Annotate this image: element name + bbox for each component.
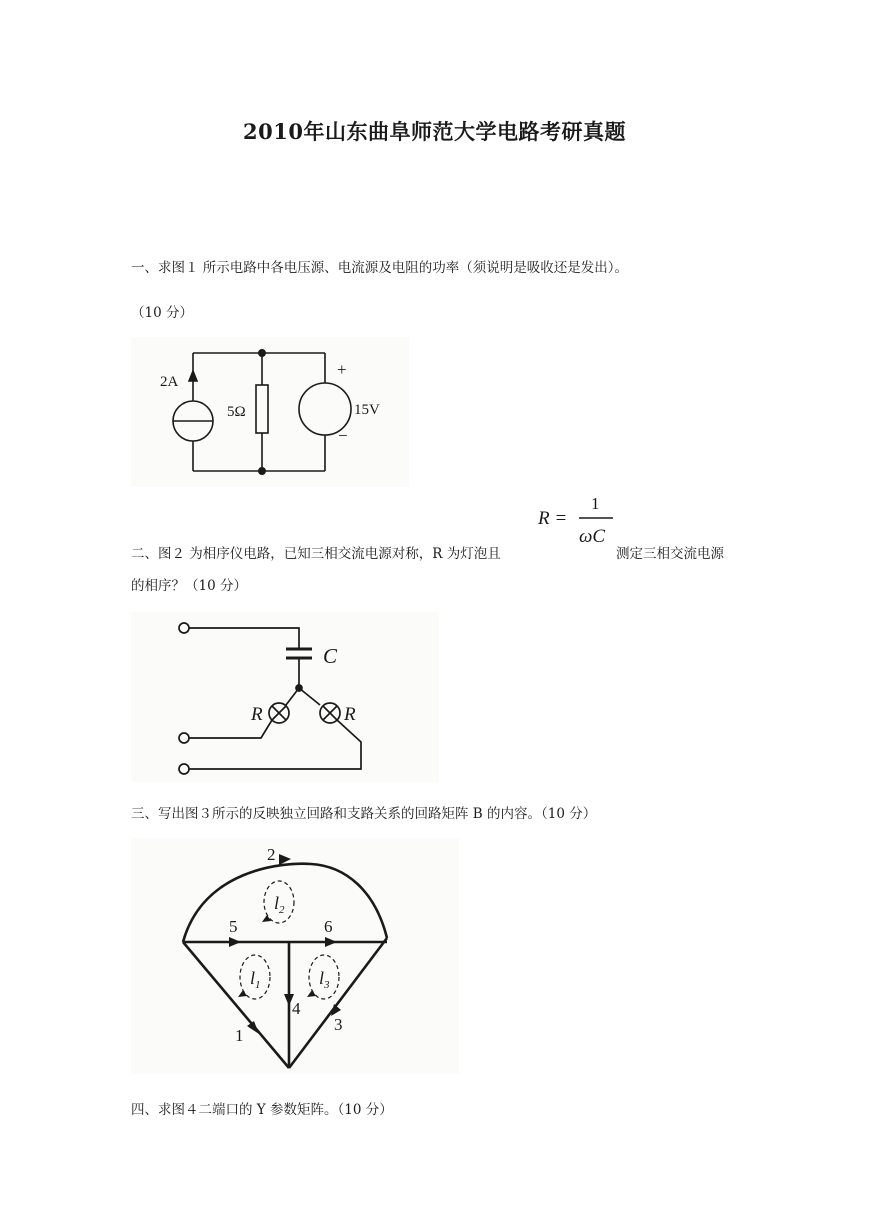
formula-lhs: R = — [538, 508, 568, 529]
branch-4-label: 4 — [292, 999, 301, 1018]
loop-3-arrow-icon — [307, 990, 316, 997]
figure-3-graph — [131, 838, 459, 1074]
branch-3-line — [289, 938, 387, 1068]
branch-1-arrow-icon — [247, 1021, 259, 1034]
question-2-line2: 的相序？（10 分） — [131, 578, 247, 594]
question-4-text: 四、求图４二端口的 Y 参数矩阵。（10 分） — [131, 1102, 393, 1118]
question-3-text: 三、写出图３所示的反映独立回路和支路关系的回路矩阵 B 的内容。（10 分） — [131, 806, 597, 822]
lamp-right-label: R — [344, 704, 356, 725]
plus-sign: + — [337, 360, 347, 379]
branch-1-label: 1 — [235, 1026, 244, 1045]
question-2-text-continued: 测定三相交流电源 — [616, 546, 724, 562]
lamp-left-label: R — [251, 704, 263, 725]
node-bottom — [259, 468, 265, 474]
branch-2-label: 2 — [267, 845, 276, 864]
node-top — [259, 350, 265, 356]
current-source-label: 2A — [160, 374, 179, 390]
wire-a — [189, 628, 299, 648]
figure-1-circuit — [131, 337, 409, 487]
loop-3-label: $l_3$ — [319, 968, 330, 991]
terminal-c — [179, 764, 189, 774]
capacitor-label: C — [323, 644, 338, 668]
terminal-a — [179, 623, 189, 633]
wire-c — [189, 720, 361, 769]
branch-3-label: 3 — [334, 1015, 343, 1034]
resistor-symbol — [256, 385, 268, 433]
loop-2-label: $l_2$ — [274, 893, 285, 916]
branch-1-line — [183, 942, 289, 1068]
branch-5-arrow-icon — [229, 937, 241, 947]
branch-5-label: 5 — [229, 917, 238, 936]
formula-numerator: 1 — [591, 494, 600, 513]
formula-r-equals-1-over-omega-c — [536, 487, 616, 549]
question-2-text: 二、图２ 为相序仪电路，已知三相交流电源对称，R 为灯泡且 — [131, 546, 501, 562]
branch-6-label: 6 — [324, 917, 333, 936]
branch-6-arrow-icon — [325, 937, 337, 947]
figure-2-phase-sequence-circuit — [131, 612, 439, 782]
arrow-up-icon — [189, 371, 197, 381]
loop-1-arrow-icon — [238, 990, 247, 997]
formula-denominator: ωC — [579, 526, 606, 547]
wire-star-right — [299, 688, 320, 705]
question-1-points: （10 分） — [131, 305, 193, 321]
minus-sign: − — [338, 426, 348, 445]
resistor-label: 5Ω — [227, 404, 246, 420]
voltage-source-label: 15V — [354, 402, 380, 418]
wire-star-left — [286, 688, 299, 705]
loop-1-label: $l_1$ — [250, 968, 261, 991]
terminal-b — [179, 733, 189, 743]
question-1-text: 一、求图１ 所示电路中各电压源、电流源及电阻的功率（须说明是吸收还是发出）。 — [131, 260, 629, 276]
page-title: 2010年山东曲阜师范大学电路考研真题 — [243, 119, 626, 144]
branch-2-arc — [183, 864, 387, 942]
